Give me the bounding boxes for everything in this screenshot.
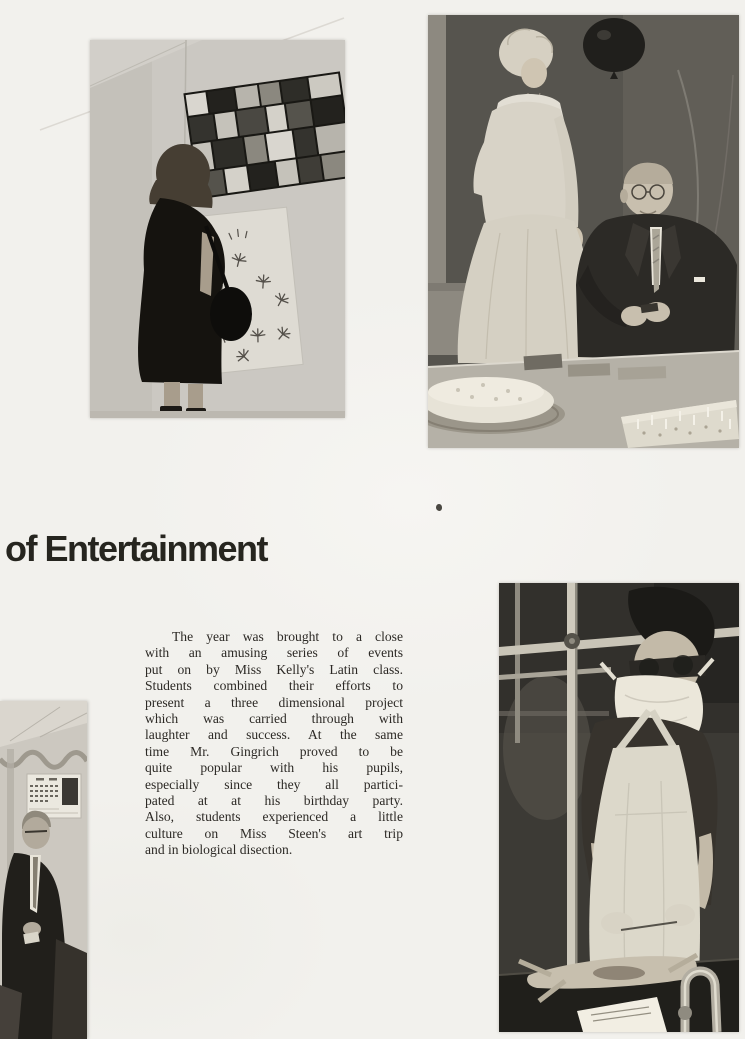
body-line: culture on Miss Steen's art trip [145,825,403,841]
shoulder-bag [210,287,252,341]
body-line: Students combined their efforts to [145,678,403,694]
photo-party-guest [0,701,87,1039]
body-line: put on by Miss Kelly's Latin class. [145,661,403,677]
photo-art-exhibit [90,40,345,418]
body-line: quite popular with his pupils, [145,760,403,776]
body-line: with an amusing series of events [145,645,403,661]
body-line: Also, students experienced a little [145,809,403,825]
body-line: laughter and success. At the same [145,727,403,743]
page-heading: of Entertainment [5,528,268,569]
body-line: pated at at his birthday party. [145,793,403,809]
body-text [145,629,403,859]
body-line: especially since they all partici- [145,776,403,792]
body-line: which was carried through with [145,711,403,727]
body-line: and in biological disection. [145,842,293,858]
body-line: time Mr. Gingrich proved to be [145,743,403,759]
ink-dot [436,504,442,511]
party-table [428,351,739,448]
photo-dissection-lab [499,583,739,1032]
body-line: The year was brought to a close [172,629,403,644]
photo-birthday-party [428,15,739,448]
body-line: present a three dimensional project [145,694,403,710]
